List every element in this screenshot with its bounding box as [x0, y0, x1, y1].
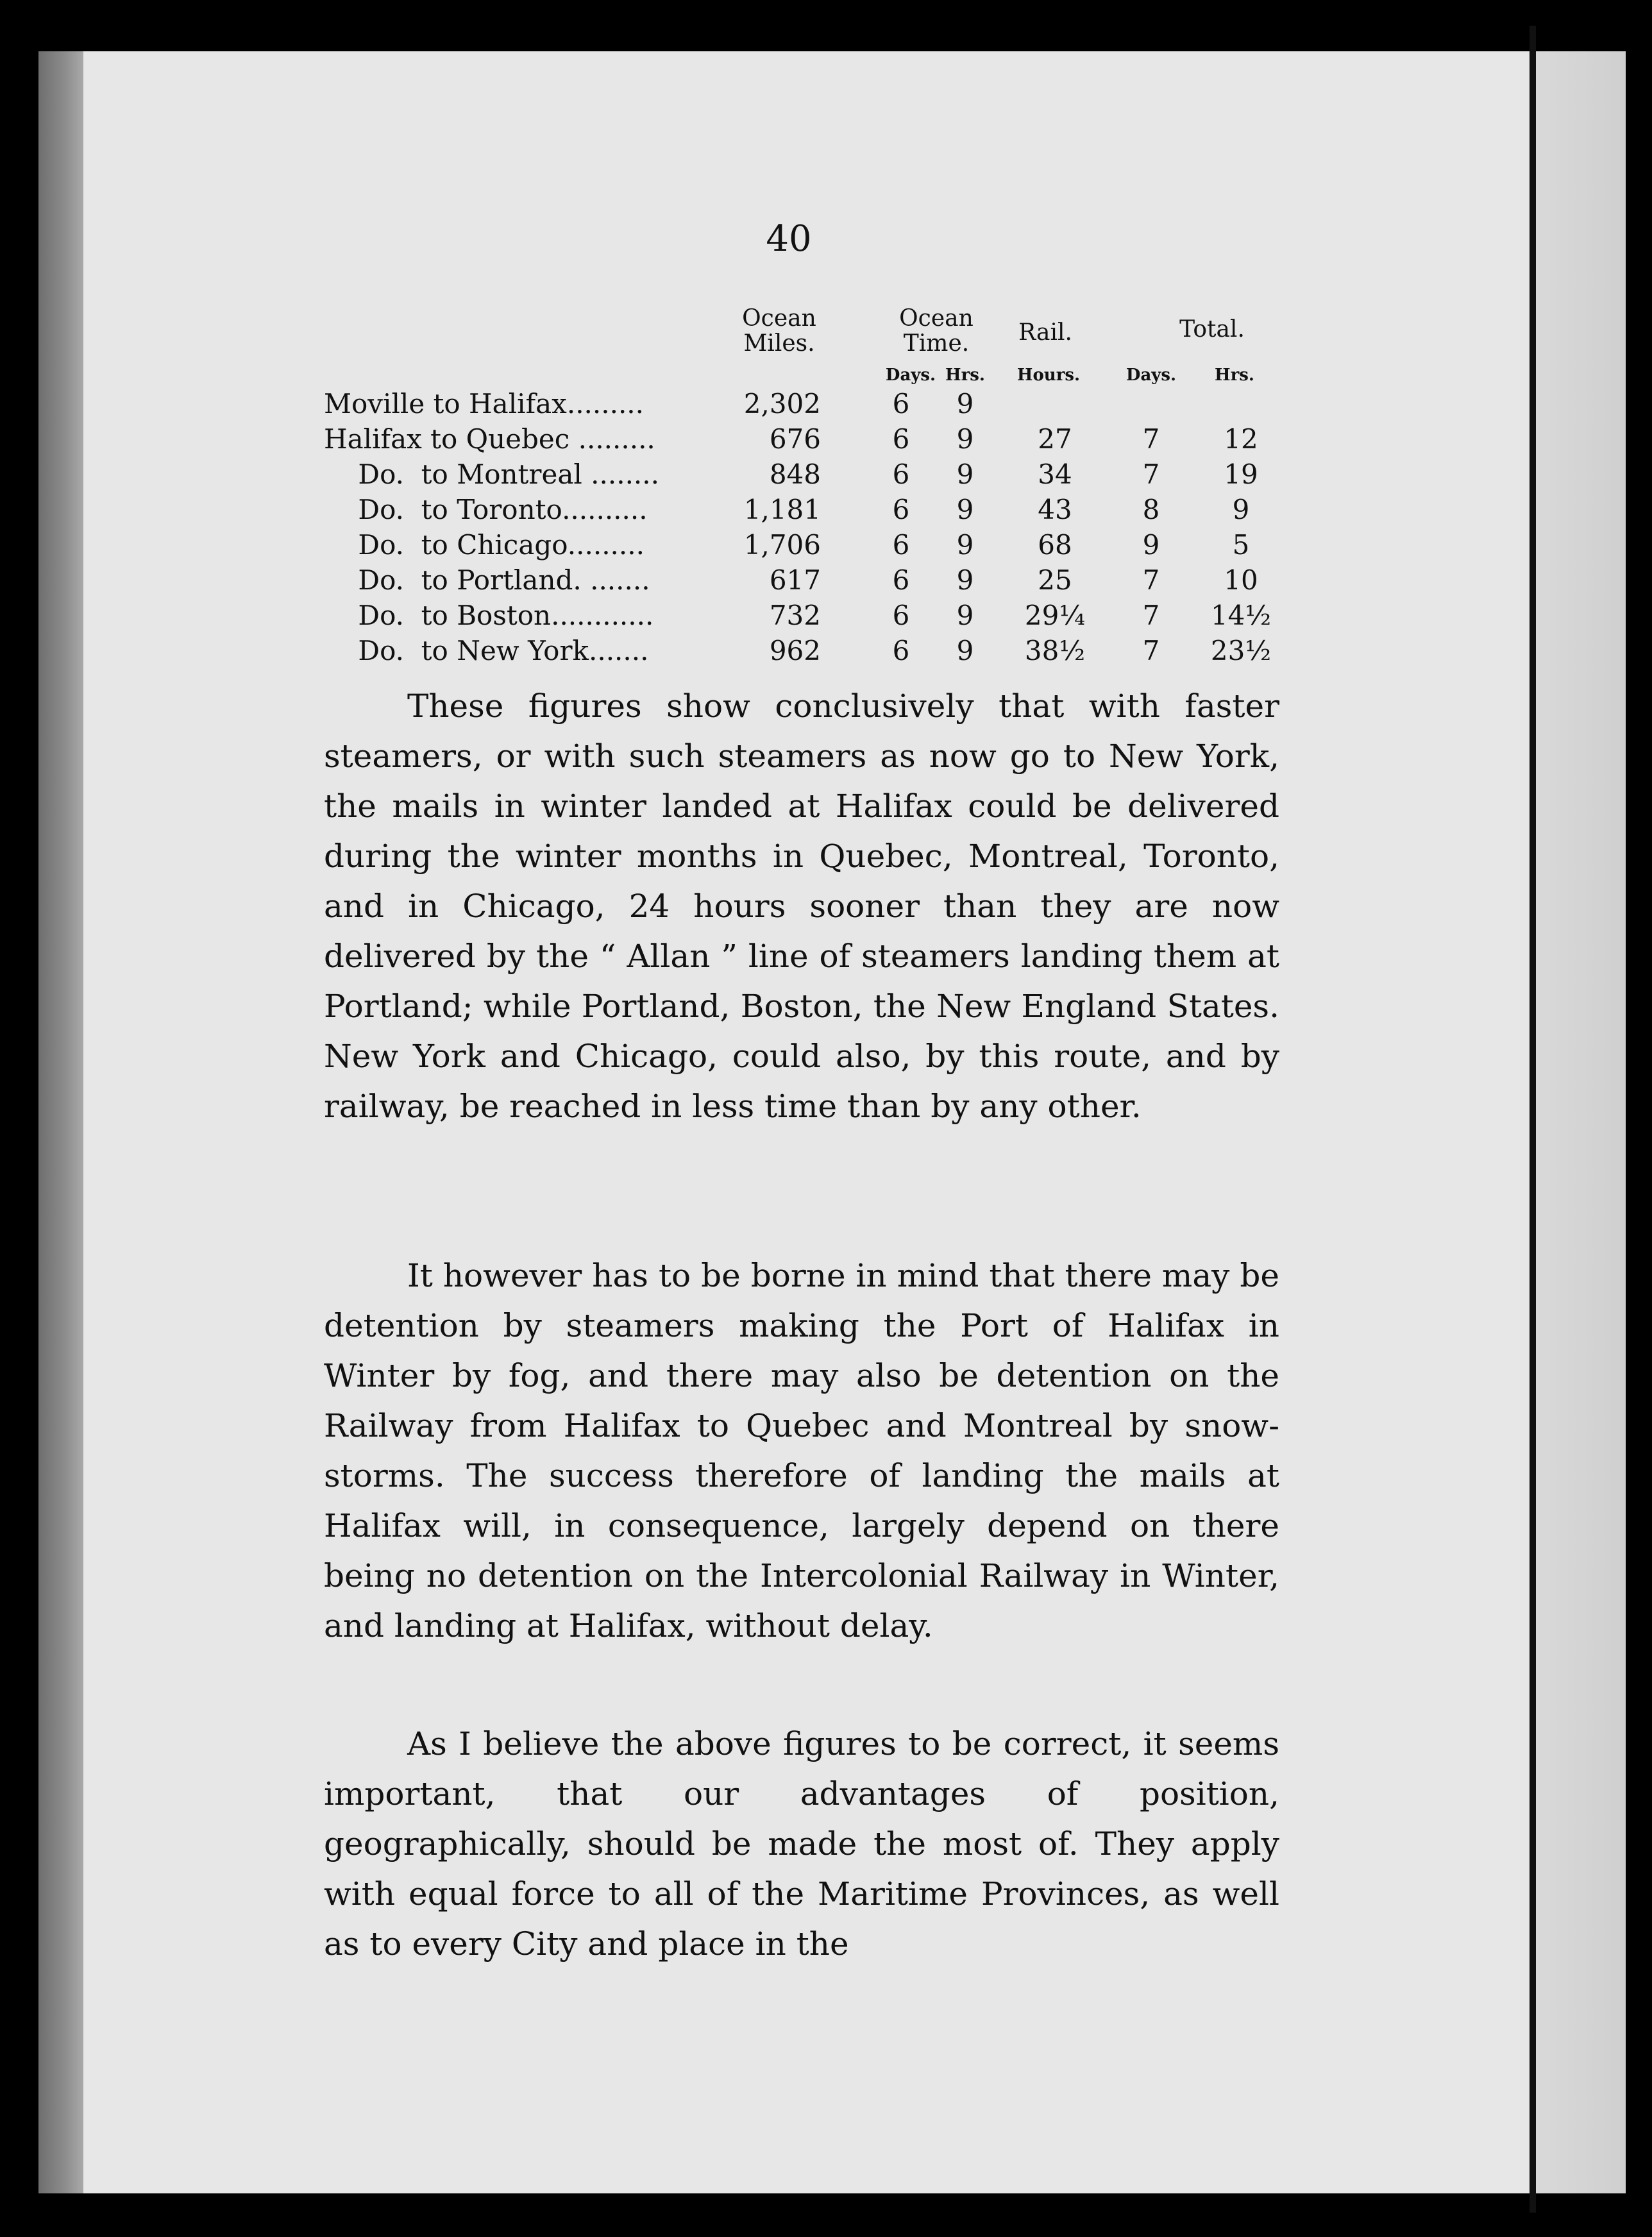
row-total-days: 7 — [1142, 564, 1160, 596]
row-rail-hours: 38½ — [1024, 635, 1086, 666]
row-ocean-hrs: 9 — [956, 600, 974, 631]
row-total-days: 8 — [1142, 494, 1160, 525]
row-ocean-days: 6 — [892, 600, 910, 631]
row-ocean-days: 6 — [892, 529, 910, 561]
body-paragraph-3: As I believe the above figures to be correct, it seems important, that our advantages of position, geographically, should be made the most of. They apply with equal force to all of the Maritime Provinces, as well as to every City and place in the — [324, 1725, 1279, 1963]
table-row — [0, 494, 1652, 530]
table-row — [0, 388, 1652, 424]
row-place: Do. to Montreal ........ — [324, 459, 659, 490]
row-total-days: 7 — [1142, 600, 1160, 631]
row-total-hrs: 14½ — [1210, 600, 1272, 631]
row-ocean-hrs: 9 — [956, 635, 974, 666]
row-ocean-hrs: 9 — [956, 388, 974, 419]
adjacent-page-edge — [1536, 51, 1626, 2193]
header-rail: Rail. — [1018, 319, 1072, 346]
row-ocean-hrs: 9 — [956, 423, 974, 455]
row-rail-hours: 27 — [1038, 423, 1072, 455]
row-miles: 676 — [769, 423, 821, 455]
row-place: Moville to Halifax......... — [324, 388, 644, 419]
table-row — [0, 423, 1652, 459]
row-ocean-hrs: 9 — [956, 564, 974, 596]
header-ocean-miles: Ocean Miles. — [742, 305, 816, 357]
table-row — [0, 635, 1652, 671]
row-place: Do. to Portland. ....... — [324, 564, 650, 596]
row-place: Do. to Boston............ — [324, 600, 654, 631]
table-row — [0, 459, 1652, 494]
row-miles: 962 — [769, 635, 821, 666]
row-ocean-hrs: 9 — [956, 529, 974, 561]
row-place: Do. to Chicago......... — [324, 529, 645, 561]
row-ocean-hrs: 9 — [956, 494, 974, 525]
row-ocean-days: 6 — [892, 564, 910, 596]
page-number: 40 — [766, 218, 812, 260]
page-left-edge — [38, 51, 83, 2193]
subheader-ocean-hrs: Hrs. — [945, 366, 985, 385]
body-paragraph-2: It however has to be borne in mind that there may be detention by steamers making the Port of Halifax in Winter by fog, and there may also be detention on the Railway from Halifax to Quebec and Montreal by snow-storms. The success therefore of landing the mails at Halifax will, in consequence, largely depend on there being no detention on the Intercolonial Railway in Winter, and landing at Halifax, without delay. — [324, 1257, 1279, 1644]
body-paragraph-1: These figures show conclusively that with faster steamers, or with such steamers as now go to New York, the mails in winter landed at Halifax could be delivered during the winter months in Quebec, Montreal, Toronto, and in Chicago, 24 hours sooner than they are now delivered by the “ Allan ” line of steamers landing them at Portland; while Portland, Boston, the New England States. New York and Chicago, could also, by this route, and by railway, be reached in less time than by any other. — [324, 688, 1279, 1125]
gutter-line — [1530, 26, 1536, 2213]
row-ocean-days: 6 — [892, 459, 910, 490]
subheader-ocean-days: Days. — [885, 366, 936, 385]
row-miles: 1,706 — [743, 529, 821, 561]
row-rail-hours: 29¼ — [1024, 600, 1086, 631]
header-ocean-time: Ocean Time. — [899, 305, 973, 357]
row-miles: 617 — [769, 564, 821, 596]
row-total-hrs: 10 — [1224, 564, 1258, 596]
row-rail-hours: 43 — [1038, 494, 1072, 525]
row-total-days: 7 — [1142, 423, 1160, 455]
row-rail-hours: 34 — [1038, 459, 1072, 490]
row-total-days: 7 — [1142, 459, 1160, 490]
row-place: Do. to New York....... — [324, 635, 649, 666]
table-row — [0, 529, 1652, 565]
row-miles: 732 — [769, 600, 821, 631]
row-ocean-days: 6 — [892, 388, 910, 419]
row-total-hrs: 12 — [1224, 423, 1258, 455]
row-total-hrs: 19 — [1224, 459, 1258, 490]
row-total-days: 9 — [1142, 529, 1160, 561]
row-ocean-days: 6 — [892, 423, 910, 455]
row-miles: 2,302 — [743, 388, 821, 419]
row-ocean-days: 6 — [892, 635, 910, 666]
row-place: Halifax to Quebec ......... — [324, 423, 655, 455]
subheader-rail-hours: Hours. — [1016, 366, 1081, 385]
table-row — [0, 564, 1652, 600]
row-miles: 848 — [769, 459, 821, 490]
row-total-days: 7 — [1142, 635, 1160, 666]
row-rail-hours: 68 — [1038, 529, 1072, 561]
row-miles: 1,181 — [743, 494, 821, 525]
row-ocean-hrs: 9 — [956, 459, 974, 490]
subheader-total-days: Days. — [1125, 366, 1177, 385]
row-total-hrs: 5 — [1232, 529, 1250, 561]
table-row — [0, 600, 1652, 636]
subheader-total-hrs: Hrs. — [1215, 366, 1254, 385]
row-ocean-days: 6 — [892, 494, 910, 525]
row-place: Do. to Toronto.......... — [324, 494, 648, 525]
row-total-hrs: 9 — [1232, 494, 1250, 525]
row-rail-hours: 25 — [1038, 564, 1072, 596]
header-total: Total. — [1179, 316, 1245, 342]
row-total-hrs: 23½ — [1210, 635, 1272, 666]
